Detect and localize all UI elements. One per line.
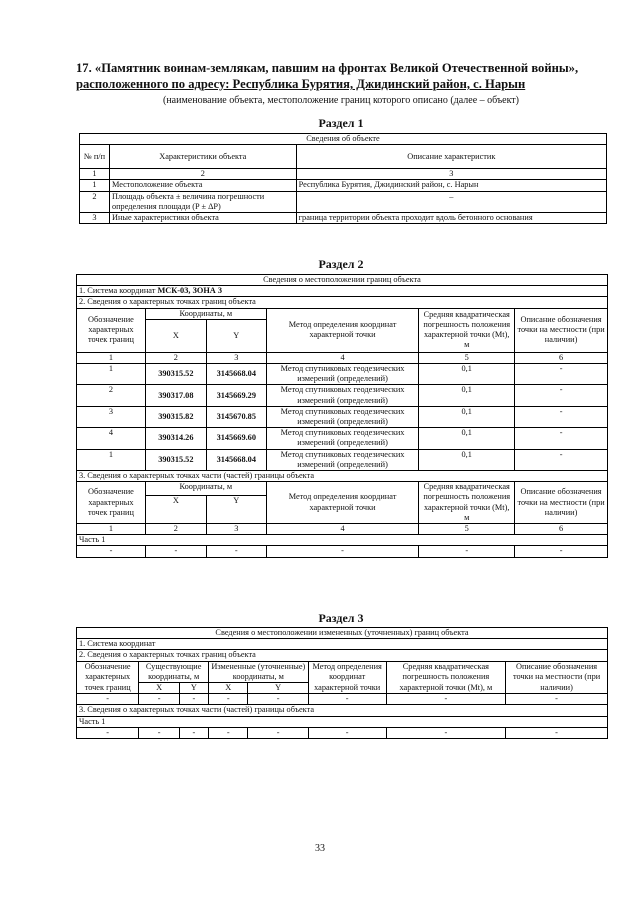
point-number: 4 — [77, 428, 146, 449]
empty-cell: - — [208, 727, 247, 738]
s3-h-x: X — [208, 683, 247, 694]
point-mt: 0,1 — [419, 364, 515, 385]
s2p-idx-cell: 2 — [145, 524, 206, 535]
s2-h-x: X — [145, 319, 206, 352]
s1-header-char: Характеристики объекта — [109, 145, 296, 169]
s1-row-char: Площадь объекта ± величина погрешности определения площади (P ± ΔP) — [109, 191, 296, 212]
section3-table — [76, 627, 608, 739]
s2p-idx-cell: 5 — [419, 524, 515, 535]
section3-heading: Раздел 3 — [318, 611, 364, 625]
s1-row-no: 3 — [80, 213, 110, 224]
point-method: Метод спутниковых геодезических измерений (определений) — [266, 449, 419, 470]
table-row — [80, 180, 607, 191]
s1-idx-cell: 3 — [296, 169, 606, 180]
s2-coord-prefix: 1. Система координат — [79, 286, 158, 296]
empty-cell: - — [139, 727, 180, 738]
point-mt: 0,1 — [419, 406, 515, 427]
s3-h-method: Метод определения координат характерной точки — [308, 661, 386, 694]
s2-idx-cell: 2 — [145, 352, 206, 363]
page-number: 33 — [315, 843, 325, 854]
section2-heading: Раздел 2 — [318, 257, 364, 271]
point-desc: - — [515, 406, 608, 427]
s3-h-err: Средняя квадратическая погрешность положения характерной точки (Mt), м — [386, 661, 506, 694]
s1-row-char: Местоположение объекта — [109, 180, 296, 191]
point-y: 3145670.85 — [206, 406, 266, 427]
s2-idx-cell: 6 — [515, 352, 608, 363]
s2p-h-coords: Координаты, м — [145, 482, 266, 496]
empty-cell: - — [308, 727, 386, 738]
s2-part-title: 3. Сведения о характерных точках части (частей) границы объекта — [77, 471, 608, 482]
s2p-h-err: Средняя квадратическая погрешность положения характерной точки (Mt), м — [419, 482, 515, 524]
point-number: 2 — [77, 385, 146, 406]
empty-cell: - — [506, 727, 608, 738]
empty-cell: - — [208, 694, 247, 705]
s2-h-method: Метод определения координат характерной точки — [266, 308, 419, 352]
table-row — [77, 406, 608, 427]
point-desc: - — [515, 364, 608, 385]
point-method: Метод спутниковых геодезических измерений (определений) — [266, 406, 419, 427]
title-line-1: 17. «Памятник воинам-землякам, павшим на фронтах Великой Отечественной войны», — [76, 61, 579, 75]
s2-idx-cell: 4 — [266, 352, 419, 363]
s2-points-title: 2. Сведения о характерных точках границ объекта — [77, 297, 608, 308]
s1-header-desc: Описание характеристик — [296, 145, 606, 169]
s3-part-title: 3. Сведения о характерных точках части (частей) границы объекта — [77, 705, 608, 716]
s2-h-desc: Описание обозначения точки на местности (при наличии) — [515, 308, 608, 352]
s2-h-y: Y — [206, 319, 266, 352]
s2-idx-cell: 5 — [419, 352, 515, 363]
s2p-idx-cell: 1 — [77, 524, 146, 535]
section1-table — [79, 133, 607, 224]
s3-h-point: Обозначение характерных точек границ — [77, 661, 139, 694]
object-title — [76, 60, 606, 92]
point-mt: 0,1 — [419, 428, 515, 449]
empty-cell: - — [77, 727, 139, 738]
point-x: 390314.26 — [145, 428, 206, 449]
section1-heading: Раздел 1 — [318, 116, 364, 130]
s3-h-y: Y — [248, 683, 308, 694]
s2-part-label: Часть 1 — [77, 535, 608, 546]
table-row — [77, 449, 608, 470]
point-mt: 0,1 — [419, 385, 515, 406]
point-desc: - — [515, 449, 608, 470]
point-desc: - — [515, 385, 608, 406]
empty-cell: - — [419, 546, 515, 557]
empty-cell: - — [506, 694, 608, 705]
table-row — [77, 727, 608, 738]
point-number: 1 — [77, 449, 146, 470]
point-x: 390317.08 — [145, 385, 206, 406]
s3-part-label: Часть 1 — [77, 716, 608, 727]
s3-h-x: X — [139, 683, 180, 694]
s1-row-desc: граница территории объекта проходит вдоль бетонного основания — [296, 213, 606, 224]
s1-row-desc: – — [296, 191, 606, 212]
empty-cell: - — [266, 546, 419, 557]
table-row — [80, 213, 607, 224]
s1-row-no: 2 — [80, 191, 110, 212]
s2-table-title: Сведения о местоположении границ объекта — [77, 275, 608, 286]
s3-h-desc: Описание обозначения точки на местности (при наличии) — [506, 661, 608, 694]
title-line-2: расположенного по адресу: Республика Бурятия, Джидинский район, с. Нарын — [76, 77, 526, 91]
empty-cell: - — [77, 694, 139, 705]
s1-header-no: № п/п — [80, 145, 110, 169]
s2-h-coords: Координаты, м — [145, 308, 266, 319]
s1-row-desc: Республика Бурятия, Джидинский район, с. Нарын — [296, 180, 606, 191]
s2p-idx-cell: 6 — [515, 524, 608, 535]
s2p-h-method: Метод определения координат характерной точки — [266, 482, 419, 524]
empty-cell: - — [308, 694, 386, 705]
s1-row-no: 1 — [80, 180, 110, 191]
point-desc: - — [515, 428, 608, 449]
empty-cell: - — [179, 694, 208, 705]
s1-row-char: Иные характеристики объекта — [109, 213, 296, 224]
s2-h-point: Обозначение характерных точек границ — [77, 308, 146, 352]
object-subnote: (наименование объекта, местоположение границ которого описано (далее – объект) — [162, 95, 520, 106]
s2-h-err: Средняя квадратическая погрешность положения характерной точки (Mt), м — [419, 308, 515, 352]
s3-h-exist: Существующие координаты, м — [139, 661, 209, 682]
empty-cell: - — [139, 694, 180, 705]
s2p-h-y: Y — [206, 496, 266, 524]
s2p-idx-cell: 3 — [206, 524, 266, 535]
empty-cell: - — [206, 546, 266, 557]
table-row — [77, 546, 608, 557]
point-x: 390315.82 — [145, 406, 206, 427]
s2p-idx-cell: 4 — [266, 524, 419, 535]
s1-idx-cell: 1 — [80, 169, 110, 180]
empty-cell: - — [248, 694, 308, 705]
empty-cell: - — [515, 546, 608, 557]
s3-coord-title: 1. Система координат — [77, 639, 608, 650]
s2-coord-value: МСК-03, ЗОНА 3 — [157, 286, 222, 296]
point-method: Метод спутниковых геодезических измерений (определений) — [266, 364, 419, 385]
s2-idx-cell: 3 — [206, 352, 266, 363]
s2-coord-system — [77, 286, 608, 297]
s3-h-changed: Измененные (уточненные) координаты, м — [208, 661, 308, 682]
point-number: 1 — [77, 364, 146, 385]
empty-cell: - — [386, 694, 506, 705]
s1-table-title: Сведения об объекте — [80, 134, 607, 145]
s2p-h-desc: Описание обозначения точки на местности (при наличии) — [515, 482, 608, 524]
empty-cell: - — [386, 727, 506, 738]
s3-h-y: Y — [179, 683, 208, 694]
s3-table-title: Сведения о местоположении измененных (уточненных) границ объекта — [77, 628, 608, 639]
empty-cell: - — [145, 546, 206, 557]
point-method: Метод спутниковых геодезических измерений (определений) — [266, 385, 419, 406]
table-row — [77, 694, 608, 705]
point-method: Метод спутниковых геодезических измерений (определений) — [266, 428, 419, 449]
table-row — [77, 385, 608, 406]
section2-table — [76, 274, 608, 558]
s3-points-title: 2. Сведения о характерных точках границ объекта — [77, 650, 608, 661]
empty-cell: - — [179, 727, 208, 738]
point-number: 3 — [77, 406, 146, 427]
table-row — [77, 428, 608, 449]
s2p-h-point: Обозначение характерных точек границ — [77, 482, 146, 524]
point-mt: 0,1 — [419, 449, 515, 470]
point-x: 390315.52 — [145, 449, 206, 470]
table-row — [80, 191, 607, 212]
s1-idx-cell: 2 — [109, 169, 296, 180]
s2p-h-x: X — [145, 496, 206, 524]
table-row — [77, 364, 608, 385]
point-y: 3145668.04 — [206, 364, 266, 385]
point-y: 3145668.04 — [206, 449, 266, 470]
point-y: 3145669.60 — [206, 428, 266, 449]
point-y: 3145669.29 — [206, 385, 266, 406]
s2-idx-cell: 1 — [77, 352, 146, 363]
empty-cell: - — [77, 546, 146, 557]
empty-cell: - — [248, 727, 308, 738]
point-x: 390315.52 — [145, 364, 206, 385]
